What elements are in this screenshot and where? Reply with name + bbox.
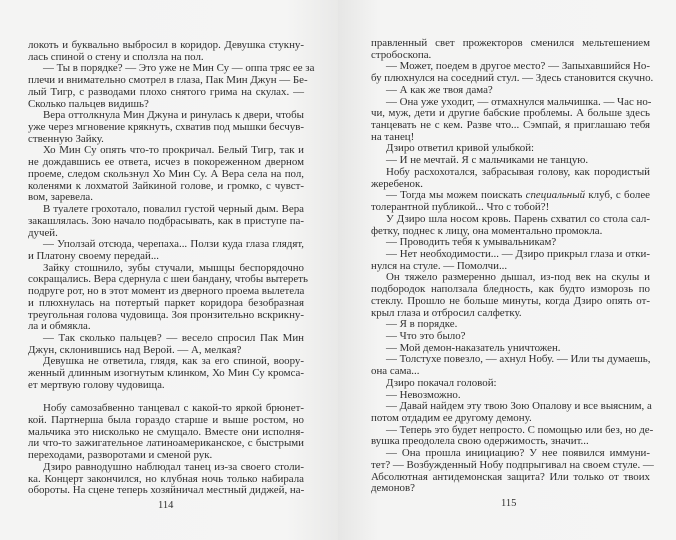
text-line: лась спиной о стену и сползла на пол.: [28, 50, 204, 63]
text-line: ли что-то зажигательное латиноамериканское, с быстрыми: [28, 437, 304, 450]
text-line: треугольная голова чудовища. Зоя пронзительно вскрикну-: [28, 308, 304, 321]
text-line: не дождавшись ее ответа, исчез в покореженном дверном: [28, 156, 304, 169]
text-line: стеклу. Прошло не больше минуты, когда Дзиро опять от-: [371, 294, 650, 307]
text-segment: клуб, с более: [585, 189, 650, 202]
text-line: Дзиро ответил кривой улыбкой:: [386, 142, 535, 155]
text-line: бу плюхнулся на соседний стул. — Здесь становится скучно.: [371, 72, 654, 85]
text-line: и Платону своему передай...: [28, 249, 160, 262]
text-line: Вера оттолкнула Мин Джуна и ринулась к двери, чтобы: [43, 109, 304, 122]
text-line: мальчика это нисколько не смущало. Вместе они исполня-: [28, 425, 304, 438]
text-line: тет? — Возбужденный Нобу подпрыгивал на своем стуле. —: [371, 458, 654, 471]
text-line: лый Тигр, с разводами плохо снятого грима на скулах. —: [28, 85, 304, 98]
text-line: — Невозможно.: [386, 388, 461, 401]
text-line: Нобу расхохотался, забрасывая голову, как породистый: [386, 165, 650, 178]
text-line: она сама...: [371, 365, 420, 378]
text-line: Джун, склонившись над Верой. — А, мелкая?: [28, 343, 242, 356]
text-line: ственную Зайку.: [28, 132, 104, 145]
text-line: — Проводить тебя к умывальникам?: [386, 236, 557, 249]
text-line: — Так сколько пальцев? — весело спросил Пак Мин: [43, 331, 304, 344]
text-line: локоть и буквально выбросил в коридор. Девушка стукну-: [28, 39, 304, 51]
text-line: — Что это было?: [386, 329, 466, 342]
text-line: женный длинным изогнутым клинком, Хо Мин Су кромса-: [28, 367, 304, 380]
text-line: толерантной публикой... Что с тобой?!: [371, 201, 550, 214]
text-line: на танец!: [371, 130, 415, 143]
text-line: жеребенок.: [371, 177, 424, 190]
text-line: ла и обмякла.: [28, 320, 91, 333]
text-line: — А как же твоя дама?: [386, 83, 493, 96]
page-text: [371, 37, 654, 495]
text-line: — Я в порядке.: [386, 318, 458, 331]
text-line: — Толстухе повезло, — ахнул Нобу. — Или ты думаешь,: [386, 353, 651, 366]
text-line: Зайку стошнило, зубы стучали, мышцы беспорядочно: [43, 261, 304, 274]
text-line: подбородок наползала бледность, как будто изморозь по: [371, 283, 650, 296]
text-line: — И не мечтай. Я с мальчиками не танцую.: [386, 154, 589, 167]
text-line: Хо Мин Су опять что-то прокричал. Белый Тигр, так и: [43, 144, 304, 157]
text-line: — Она уже уходит, — отмахнулся мальчишка. — Час но-: [386, 95, 652, 108]
text-line: стробоскопа.: [371, 48, 432, 61]
text-line: подруге рот, но в этот момент из дверного проема вылетела: [28, 285, 305, 298]
page-number: 114: [158, 500, 174, 511]
text-line: коленями к лохматой Зайкиной голове, и громко, с чувст-: [28, 179, 304, 192]
text-line: и плюхнулась на потертый паркет коридора безобразная: [28, 296, 304, 309]
text-line: Сколько пальцев видишь?: [28, 97, 149, 110]
text-line: фетку, поднес к лицу, она моментально промокла.: [371, 224, 603, 237]
text-line: — Мой демон-наказатель уничтожен.: [386, 341, 561, 354]
text-line: У Дзиро шла носом кровь. Парень схватил со стола сал-: [386, 212, 650, 225]
text-line: проеме, следом скользнул Хо Мин Су. А Вера села на пол,: [28, 167, 304, 180]
text-line: Девушка не ответила, глядя, как за его спиной, воору-: [43, 355, 304, 368]
text-line: крыл глаза и отбросил салфетку.: [371, 306, 522, 319]
text-line: дучей.: [28, 226, 58, 239]
text-line: ет мертвую голову чудовища.: [28, 378, 165, 391]
text-line: Нобу самозабвенно танцевал с какой-то яркой брюнет-: [43, 402, 304, 415]
text-line: Дзиро покачал головой:: [386, 376, 497, 389]
text-line: плечи и внимательно смотрел в глаза, Пак Мин Джун — Бе-: [28, 74, 308, 87]
text-line: — Ты в порядке? — Это уже не Мин Су — оппа тряс ее за: [43, 62, 315, 75]
page-number: 115: [501, 498, 517, 509]
text-line: Абсолютная антидемонская защита? Или только от твоих: [371, 470, 650, 483]
text-line: — Она прошла инициацию? У нее появился иммуни-: [386, 447, 650, 460]
text-line: сокращались. Вера сдернула с шеи бандану, чтобы вытереть: [28, 273, 308, 286]
text-line: Дзиро равнодушно наблюдал танец из-за своего столи-: [43, 460, 304, 473]
text-line: — Нет необходимости... — Дзиро прикрыл глаза и отки-: [386, 247, 650, 260]
text-line: потом отдадим ее другому демону.: [371, 412, 532, 424]
text-line: Он тяжело размеренно дышал, из-под век на скулы и: [386, 271, 650, 284]
text-line: — Теперь это будет непросто. С помощью или без, но де-: [386, 423, 654, 436]
text-line: чи, муж, дети и другие бабские проблемы. А больше здесь: [371, 107, 650, 120]
page-text: [28, 39, 315, 497]
text-line: ка. Концерт закончился, но клубная ночь только набирала: [28, 472, 304, 485]
text-line: — Уползай отсюда, черепаха... Ползи куда глаза глядят,: [43, 238, 304, 251]
text-line: — Давай найдем эту твою Зою Опалову и все выясним, а: [386, 400, 652, 413]
text-line: кой. Партнерша была гораздо старше и выше ростом, но: [28, 414, 304, 426]
text-line: демонов?: [371, 482, 415, 495]
text-line: правленный свет прожекторов сменился мельтешением: [371, 37, 650, 49]
text-line: вом, заревела.: [28, 191, 93, 204]
text-segment: — Тогда мы можем поискать: [386, 189, 526, 202]
text-line: нулся на стуле. — Помолчи...: [371, 259, 508, 272]
italic-text: специальный: [525, 189, 586, 202]
text-line: обороты. На сцене теперь хозяйничал местный диджей, на-: [28, 484, 305, 497]
right-page: [338, 0, 676, 540]
text-line: танцевать не с кем. Разве что... Сэмпай, я приглашаю тебя: [371, 119, 650, 132]
text-line: — Может, поедем в другое место? — Запыхавшийся Но-: [386, 60, 650, 73]
text-line: уже через мгновение крякнуть, схватив под мышки бесчув-: [28, 121, 304, 134]
text-line: В туалете грохотало, повалил густой черный дым. Вера: [43, 203, 304, 216]
text-line: вушка преодолела свою одержимость, значит...: [371, 435, 589, 448]
text-line: переходами, разворотами и сменой рук.: [28, 449, 213, 462]
text-line: закашлялась. Зою начало подбрасывать, как в приступе па-: [28, 214, 304, 227]
